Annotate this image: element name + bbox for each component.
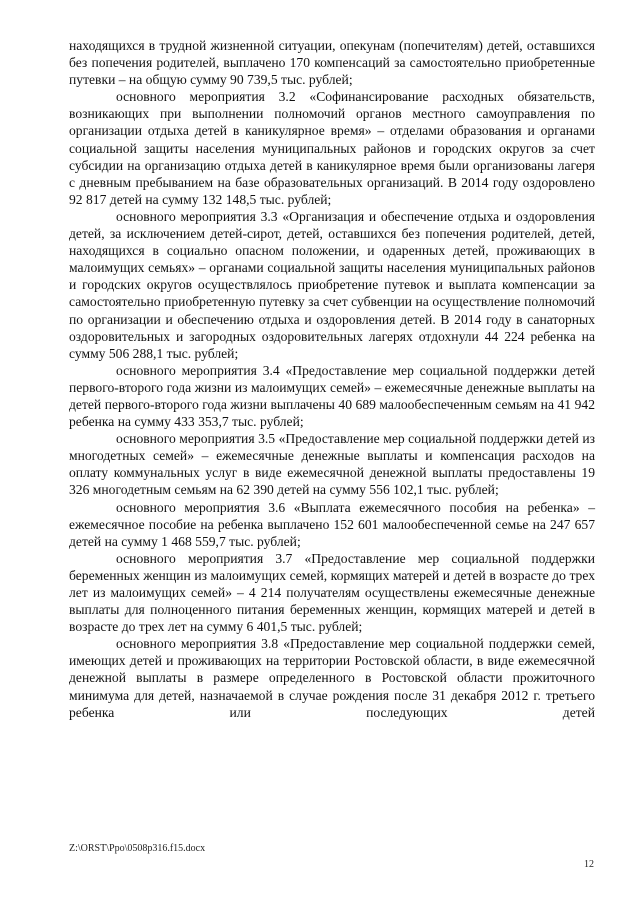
paragraph-measure-3-6: основного мероприятия 3.6 «Выплата ежемесячного пособия на ребенка» – ежемесячное пособие на ребенка выплачено 152 601 малообеспеченной семье на 247 657 детей на сумму 1 468 559,7 тыс. рублей; [69, 499, 595, 549]
paragraph-measure-3-3: основного мероприятия 3.3 «Организация и обеспечение отдыха и оздоровления детей, за исключением детей-сирот, детей, оставшихся без попечения родителей, детей, находящихся в социально опасном положении, и одаренных детей, проживающих в малоимущих семьях» – органами социальной защиты населения муниципальных районов и городских округов осуществлялось приобретение путевок и выплата компенсации за самостоятельно приобретенную путевку за счет субвенции на осуществление полномочий по организации и обеспечению отдыха и оздоровления детей. В 2014 году в санаторных оздоровительных и загородных оздоровительных лагерях отдохнули 44 224 ребенка на сумму 506 288,1 тыс. рублей; [69, 208, 595, 361]
footer-file-path: Z:\ORST\Ppo\0508p316.f15.docx [69, 843, 206, 854]
paragraph-measure-3-2: основного мероприятия 3.2 «Софинансирование расходных обязательств, возникающих при выполнении полномочий органов местного самоуправления по организации отдыха детей в каникулярное время» – отделами образования и органами социальной защиты населения муниципальных районов и городских округов за счет субсидии на организацию отдыха детей в каникулярное время были организованы лагеря с дневным пребыванием на базе образовательных организаций. В 2014 году оздоровлено 92 817 детей на сумму 132 148,5 тыс. рублей; [69, 89, 595, 207]
paragraph-measure-3-4: основного мероприятия 3.4 «Предоставление мер социальной поддержки детей первого-второго года жизни из малоимущих семей» – ежемесячные денежные выплаты на детей первого-второго года жизни выплачены 40 689 малообеспеченным семьям на 41 942 ребенка на сумму 433 353,7 тыс. рублей; [69, 362, 595, 430]
paragraph-continuation: находящихся в трудной жизненной ситуации, опекунам (попечителям) детей, оставшихся без попечения родителей, выплачено 170 компенсаций за самостоятельно приобретенные путевки – на общую сумму 90 739,5 тыс. рублей; [69, 38, 595, 88]
paragraph-measure-3-8: основного мероприятия 3.8 «Предоставление мер социальной поддержки семей, имеющих детей и проживающих на территории Ростовской области, в виде ежемесячной денежной выплаты в размере определенного в Ростовской области прожиточного минимума для детей, назначаемой в случае рождения после 31 декабря 2012 г. третьего ребенка или последующих детей [69, 636, 595, 720]
paragraph-measure-3-5: основного мероприятия 3.5 «Предоставление мер социальной поддержки детей из многодетных семей» – ежемесячные денежные выплаты и компенсация расходов на оплату коммунальных услуг в виде ежемесячной денежной выплаты предоставлены 19 326 многодетным семьям на 62 390 детей на сумму 556 102,1 тыс. рублей; [69, 431, 595, 498]
document-body [69, 37, 595, 721]
paragraph-measure-3-7: основного мероприятия 3.7 «Предоставление мер социальной поддержки беременных женщин из малоимущих семей, кормящих матерей и детей в возрасте до трех лет из малоимущих семей» – 4 214 получателям осуществлены ежемесячные денежные выплаты для полноценного питания беременных женщин, кормящих матерей и детей в возрасте до трех лет на сумму 6 401,5 тыс. рублей; [69, 550, 595, 635]
page-number: 12 [584, 859, 594, 870]
